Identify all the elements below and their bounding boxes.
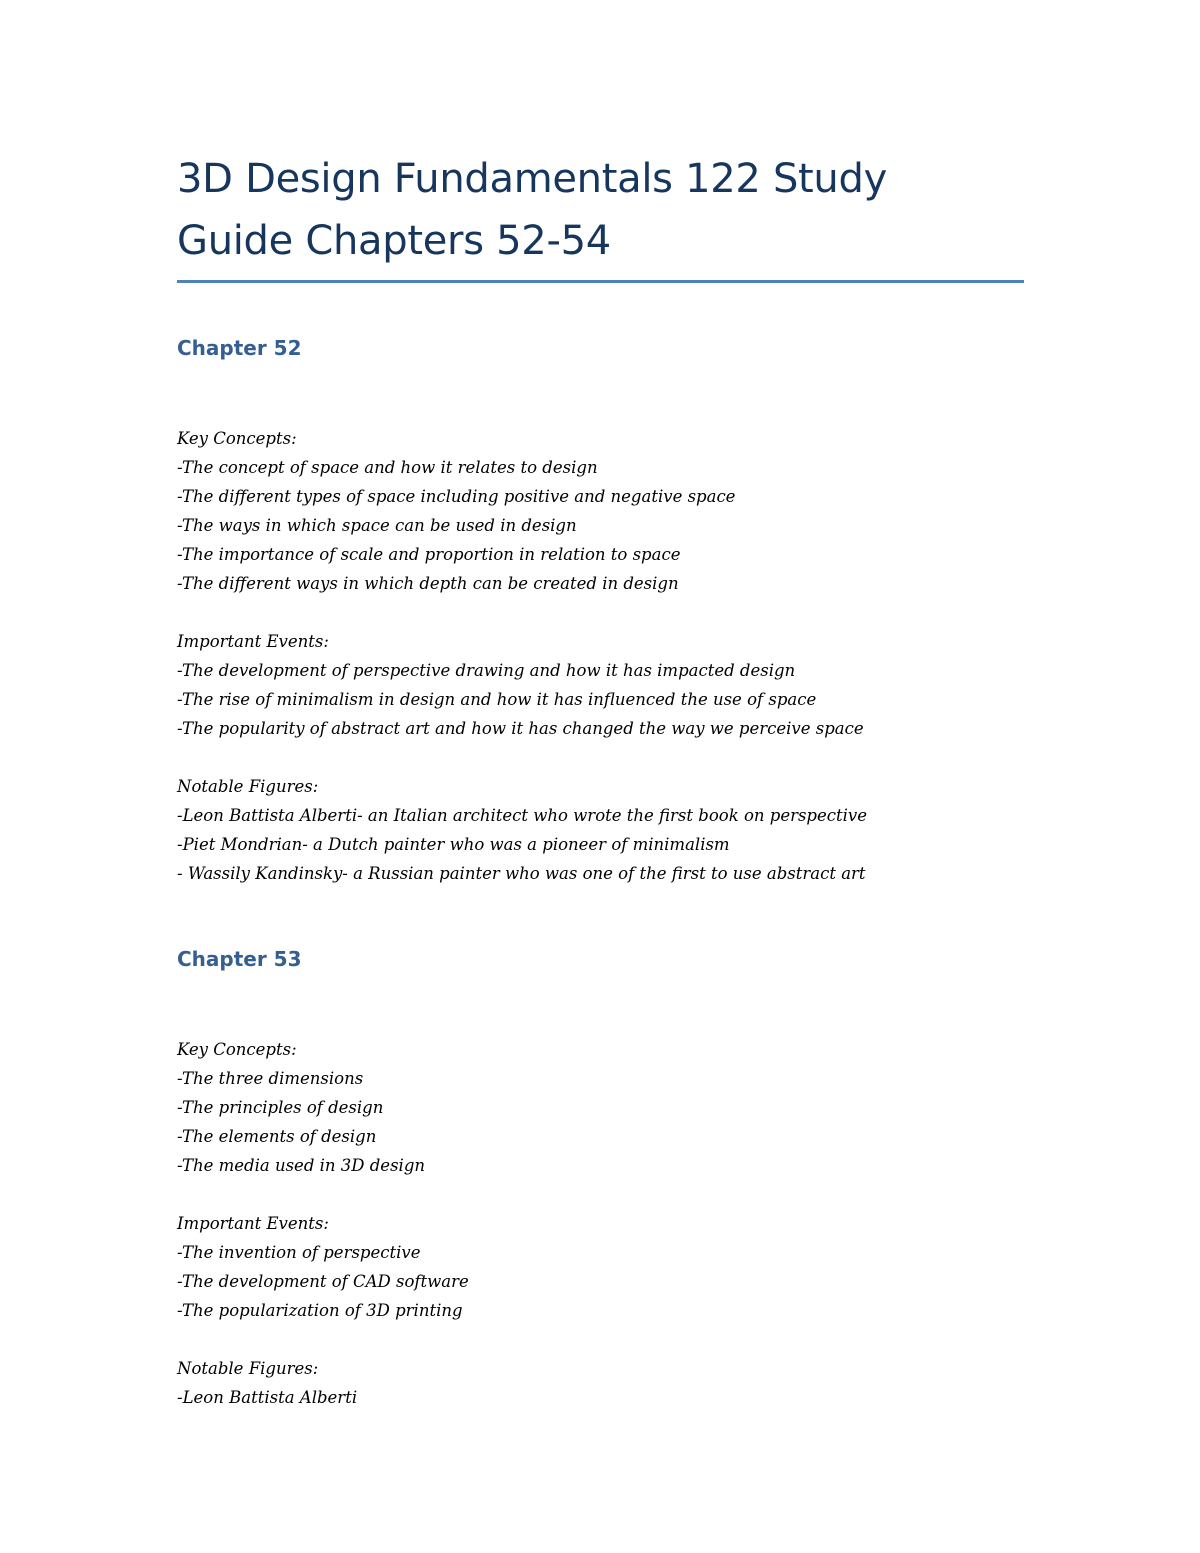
list-item: -The three dimensions — [177, 1069, 364, 1088]
chapter-53-notable-figures — [177, 1354, 1024, 1412]
list-item: -The ways in which space can be used in design — [177, 516, 577, 535]
chapter-53-key-concepts — [177, 1035, 1024, 1180]
section-label: Key Concepts: — [177, 1040, 297, 1059]
list-item: -The concept of space and how it relates to design — [177, 458, 598, 477]
list-item: -The different types of space including positive and negative space — [177, 487, 736, 506]
chapter-52-body — [177, 424, 1024, 888]
list-item: -Leon Battista Alberti- an Italian architect who wrote the first book on perspective — [177, 806, 867, 825]
list-item: -Piet Mondrian- a Dutch painter who was a pioneer of minimalism — [177, 835, 730, 854]
list-item: -The development of CAD software — [177, 1272, 469, 1291]
document-page — [177, 148, 1024, 1412]
title-line-2: Guide Chapters 52-54 — [177, 218, 611, 264]
title-line-1: 3D Design Fundamentals 122 Study — [177, 156, 887, 202]
chapter-53-heading: Chapter 53 — [177, 947, 302, 971]
section-label: Important Events: — [177, 632, 329, 651]
chapter-52-notable-figures — [177, 772, 1024, 888]
chapter-52-important-events — [177, 627, 1024, 743]
list-item: -The elements of design — [177, 1127, 377, 1146]
list-item: -Leon Battista Alberti — [177, 1388, 358, 1407]
section-label: Important Events: — [177, 1214, 329, 1233]
chapter-52-key-concepts — [177, 424, 1024, 598]
title-underline-rule — [177, 280, 1024, 283]
list-item: -The popularity of abstract art and how it has changed the way we perceive space — [177, 719, 864, 738]
list-item: -The invention of perspective — [177, 1243, 421, 1262]
chapter-53-body — [177, 1035, 1024, 1412]
list-item: -The importance of scale and proportion in relation to space — [177, 545, 681, 564]
chapter-52-heading: Chapter 52 — [177, 336, 302, 360]
section-label: Key Concepts: — [177, 429, 297, 448]
list-item: -The development of perspective drawing and how it has impacted design — [177, 661, 796, 680]
section-label: Notable Figures: — [177, 777, 319, 796]
document-title — [177, 148, 1024, 272]
list-item: -The principles of design — [177, 1098, 384, 1117]
section-label: Notable Figures: — [177, 1359, 319, 1378]
list-item: - Wassily Kandinsky- a Russian painter who was one of the first to use abstract art — [177, 864, 866, 883]
list-item: -The popularization of 3D printing — [177, 1301, 463, 1320]
list-item: -The media used in 3D design — [177, 1156, 426, 1175]
chapter-53-important-events — [177, 1209, 1024, 1325]
list-item: -The rise of minimalism in design and how it has influenced the use of space — [177, 690, 817, 709]
list-item: -The different ways in which depth can be created in design — [177, 574, 679, 593]
